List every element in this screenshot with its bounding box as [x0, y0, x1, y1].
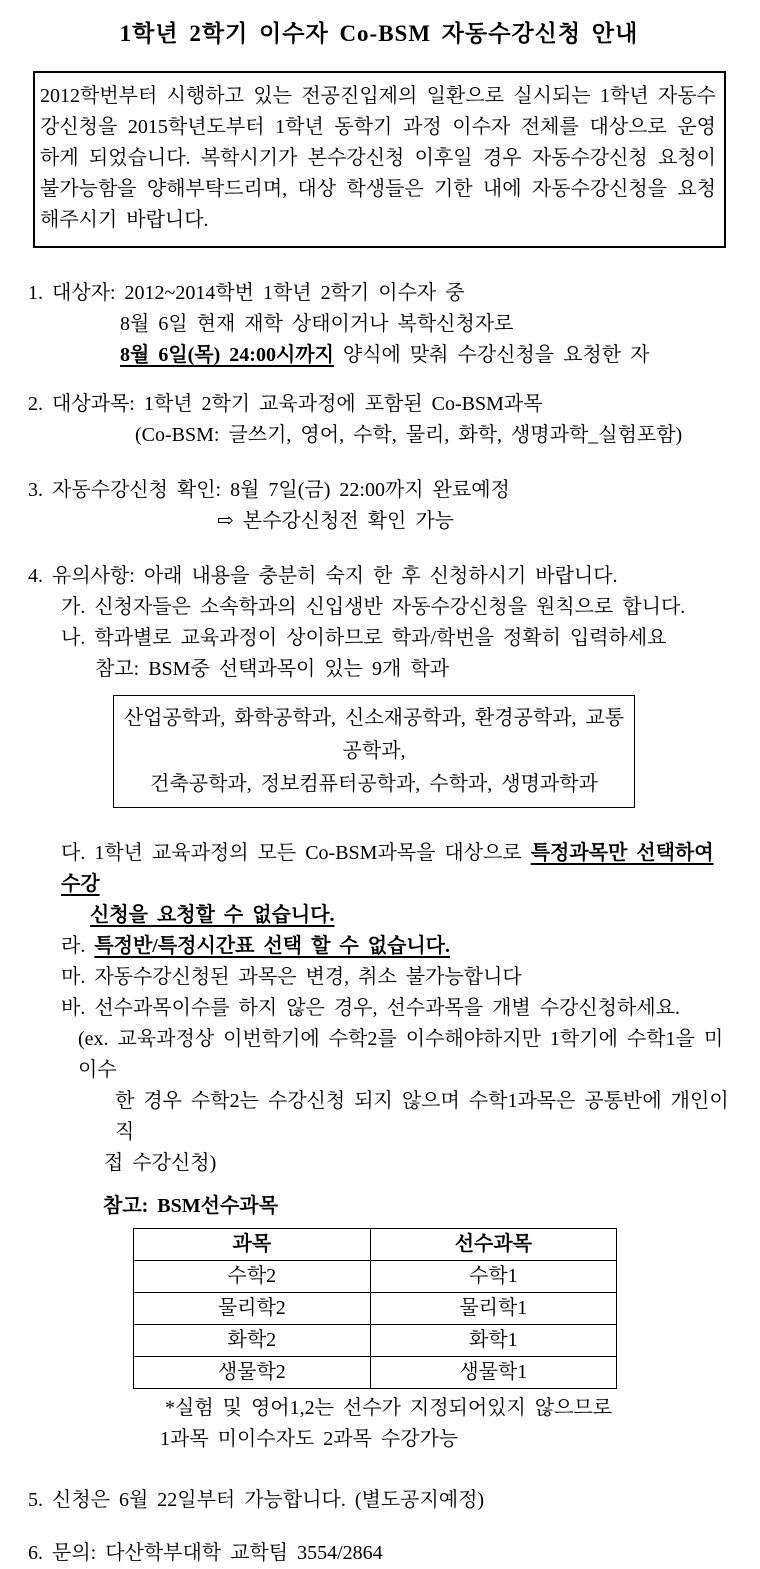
deadline-emphasis: 8월 6일(목) 24:00시까지: [120, 344, 334, 366]
cell-course: 생물학2: [134, 1357, 371, 1389]
note-item-da-prefix: 다. 1학년 교육과정의 모든 Co-BSM과목을 대상으로: [61, 842, 531, 864]
column-header-course: 과목: [134, 1229, 371, 1261]
table-row: [134, 1261, 617, 1293]
note-item-ra-prefix: 라.: [61, 935, 95, 957]
intro-notice-text: 2012학번부터 시행하고 있는 전공진입제의 일환으로 실시되는 1학년 자동수강신청을 2015학년도부터 1학년 동학기 과정 이수자 전체를 대상으로 운영하게 되었습니다. 복학시기가 본수강신청 이후일 경우 자동수강신청 요청이 불가능함을 양해부탁드리며, 대상 학생들은 기한 내에 자동수강신청을 요청해주시기 바랍니다.: [40, 85, 716, 231]
department-list-line-2: 건축공학과, 정보컴퓨터공학과, 수학과, 생명과학과: [150, 773, 598, 795]
example-line-3: 접 수강신청): [104, 1152, 217, 1174]
note-item-da-line-1: [61, 838, 730, 900]
department-list-line-1: 산업공학과, 화학공학과, 신소재공학과, 환경공학과, 교통공학과,: [123, 707, 625, 762]
table-row: [134, 1325, 617, 1357]
prerequisite-table-caption: 참고: BSM선수과목: [103, 1195, 278, 1217]
table-row: [134, 1357, 617, 1389]
section-6-line-1: 6. 문의: 다산학부대학 교학팀 3554/2864: [28, 1542, 383, 1564]
section-2-target-courses: [28, 389, 730, 451]
section-2-line-1: 2. 대상과목: 1학년 2학기 교육과정에 포함된 Co-BSM과목: [28, 393, 543, 415]
note-item-da-emphasis-2: 신청을 요청할 수 없습니다.: [90, 904, 335, 926]
note-na-reference: 참고: BSM중 선택과목이 있는 9개 학과: [95, 658, 449, 680]
note-item-na: 나. 학과별로 교육과정이 상이하므로 학과/학번을 정확히 입력하세요: [61, 627, 667, 649]
section-5-line-1: 5. 신청은 6월 22일부터 가능합니다. (별도공지예정): [28, 1489, 485, 1511]
cell-prerequisite: 수학1: [370, 1261, 616, 1293]
note-item-ma: 마. 자동수강신청된 과목은 변경, 취소 불가능합니다: [61, 966, 522, 988]
section-2-line-2: (Co-BSM: 글쓰기, 영어, 수학, 물리, 화학, 생명과학_실험포함): [135, 424, 683, 446]
page-title: 1학년 2학기 이수자 Co-BSM 자동수강신청 안내: [119, 21, 639, 46]
section-3-line-1: 3. 자동수강신청 확인: 8월 7일(금) 22:00까지 완료예정: [28, 479, 510, 501]
section-4-notes: [28, 561, 730, 1455]
table-row: [134, 1293, 617, 1325]
note-item-ra-emphasis: 특정반/특정시간표 선택 할 수 없습니다.: [94, 935, 451, 957]
cell-prerequisite: 물리학1: [370, 1293, 616, 1325]
section-1-line-3: [120, 340, 730, 371]
note-item-da-emphasis-1: 특정과목만 선택하여 수강: [61, 842, 714, 895]
section-1-line-1: 1. 대상자: 2012~2014학번 1학년 2학기 이수자 중: [28, 282, 465, 304]
section-1-line-3-rest: 양식에 맞춰 수강신청을 요청한 자: [333, 344, 650, 366]
cell-course: 수학2: [134, 1261, 371, 1293]
table-footnote-line-2: 1과목 미이수자도 2과목 수강가능: [160, 1428, 459, 1450]
section-3-line-2: [217, 506, 730, 537]
section-3-confirmation: [28, 475, 730, 537]
section-1-line-2: 8월 6일 현재 재학 상태이거나 복학신청자로: [120, 313, 514, 335]
cell-prerequisite: 화학1: [370, 1325, 616, 1357]
column-header-prerequisite: 선수과목: [370, 1229, 616, 1261]
department-list-box: [113, 695, 635, 808]
section-5-schedule: [28, 1485, 730, 1516]
right-arrow-icon: ⇨: [217, 510, 234, 532]
table-footnote-line-1: *실험 및 영어1,2는 선수가 지정되어있지 않으므로: [165, 1397, 613, 1419]
note-item-ra: [61, 931, 730, 962]
section-6-contact: [28, 1538, 730, 1569]
example-line-2: 한 경우 수학2는 수강신청 되지 않으며 수학1과목은 공통반에 개인이 직: [115, 1090, 729, 1143]
intro-notice-box: [33, 71, 726, 248]
section-3-line-2-text: 본수강신청전 확인 가능: [233, 510, 454, 532]
cell-prerequisite: 생물학1: [370, 1357, 616, 1389]
prerequisite-table: [133, 1228, 617, 1389]
example-line-1: (ex. 교육과정상 이번학기에 수학2를 이수해야하지만 1학기에 수학1을 미이수: [78, 1028, 724, 1081]
section-1-target-students: [28, 278, 730, 371]
note-item-ba: 바. 선수과목이수를 하지 않은 경우, 선수과목을 개별 수강신청하세요.: [61, 997, 680, 1019]
prerequisite-table-header-row: [134, 1229, 617, 1261]
note-item-da-line-2: [90, 900, 730, 931]
section-4-heading: 4. 유의사항: 아래 내용을 충분히 숙지 한 후 신청하시기 바랍니다.: [28, 565, 618, 587]
cell-course: 물리학2: [134, 1293, 371, 1325]
cell-course: 화학2: [134, 1325, 371, 1357]
note-item-ga: 가. 신청자들은 소속학과의 신입생반 자동수강신청을 원칙으로 합니다.: [61, 596, 686, 618]
